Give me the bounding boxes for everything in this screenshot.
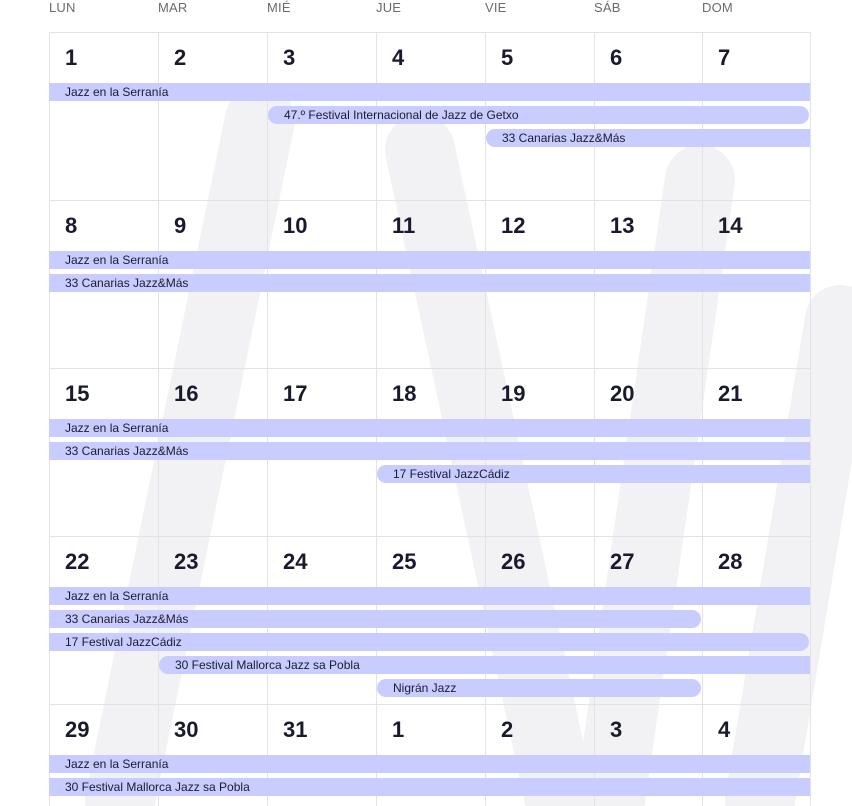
day-number: 8	[65, 213, 78, 238]
event-bar[interactable]: 33 Canarias Jazz&Más	[49, 274, 810, 292]
weekday-header: VIE	[485, 0, 507, 15]
day-number: 4	[392, 45, 405, 70]
day-number: 2	[174, 45, 187, 70]
day-number: 30	[174, 717, 199, 742]
event-bar[interactable]: 33 Canarias Jazz&Más	[49, 610, 701, 628]
day-number: 14	[718, 213, 743, 238]
day-number: 1	[65, 45, 78, 70]
grid-divider	[810, 32, 811, 806]
day-number: 11	[392, 213, 416, 238]
day-number: 29	[65, 717, 90, 742]
event-bar[interactable]: Jazz en la Serranía	[49, 83, 810, 101]
day-number: 22	[65, 549, 90, 574]
day-number: 12	[501, 213, 526, 238]
day-number: 5	[501, 45, 514, 70]
event-bar[interactable]: 30 Festival Mallorca Jazz sa Pobla	[159, 656, 810, 674]
event-bar[interactable]: 33 Canarias Jazz&Más	[49, 442, 810, 460]
weekday-header: SÁB	[594, 0, 621, 15]
event-bar[interactable]: Jazz en la Serranía	[49, 587, 810, 605]
event-bar[interactable]: 17 Festival JazzCádiz	[49, 633, 809, 651]
day-number: 25	[392, 549, 417, 574]
event-bar[interactable]: 47.º Festival Internacional de Jazz de Getxo	[268, 106, 809, 124]
day-number: 7	[718, 45, 731, 70]
day-number: 17	[283, 381, 308, 406]
day-number: 19	[501, 381, 526, 406]
day-number: 2	[501, 717, 514, 742]
day-number: 10	[283, 213, 308, 238]
event-bar[interactable]: 33 Canarias Jazz&Más	[486, 129, 810, 147]
weekday-header: MIÉ	[267, 0, 291, 15]
weekday-header: DOM	[702, 0, 733, 15]
day-number: 15	[65, 381, 90, 406]
event-bar[interactable]: 30 Festival Mallorca Jazz sa Pobla	[49, 778, 810, 796]
event-bar[interactable]: Jazz en la Serranía	[49, 755, 810, 773]
day-number: 16	[174, 381, 199, 406]
day-number: 31	[283, 717, 308, 742]
day-number: 26	[501, 549, 526, 574]
day-number: 28	[718, 549, 743, 574]
event-bar[interactable]: 17 Festival JazzCádiz	[377, 465, 810, 483]
event-bar[interactable]: Jazz en la Serranía	[49, 419, 810, 437]
day-number: 24	[283, 549, 308, 574]
day-number: 6	[610, 45, 623, 70]
day-number: 21	[718, 381, 743, 406]
event-bar[interactable]: Nigrán Jazz	[377, 679, 701, 697]
day-number: 9	[174, 213, 187, 238]
day-number: 13	[610, 213, 635, 238]
day-number: 20	[610, 381, 635, 406]
day-number: 1	[392, 717, 405, 742]
day-number: 18	[392, 381, 417, 406]
event-bar[interactable]: Jazz en la Serranía	[49, 251, 810, 269]
day-number: 23	[174, 549, 199, 574]
day-number: 3	[283, 45, 296, 70]
day-number: 4	[718, 717, 731, 742]
weekday-header: MAR	[158, 0, 188, 15]
weekday-header: LUN	[49, 0, 76, 15]
day-number: 27	[610, 549, 635, 574]
day-number: 3	[610, 717, 623, 742]
weekday-header: JUE	[376, 0, 402, 15]
